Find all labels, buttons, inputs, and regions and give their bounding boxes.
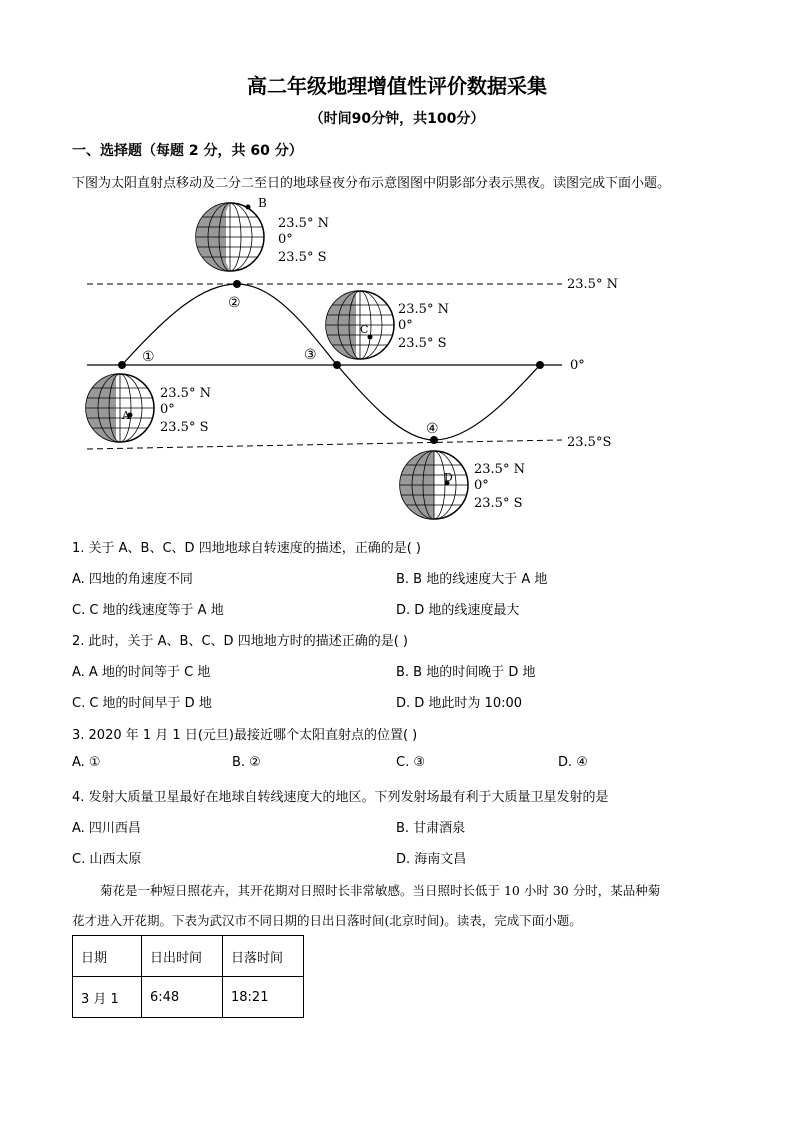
passage-2-line-1: 菊花是一种短日照花卉，其开花期对日照时长非常敏感。当日照时长低于 10 小时 30 分时，某品种菊: [100, 883, 661, 898]
svg-text:23.5° S: 23.5° S: [398, 336, 447, 351]
question-1-stem: 1. 关于 A、B、C、D 四地地球自转速度的描述，正确的是( ): [72, 541, 421, 556]
question-1-option-d[interactable]: D. D 地的线速度最大: [396, 603, 520, 618]
table-header-row: [73, 936, 304, 977]
table-cell: 18:21: [223, 977, 304, 1018]
svg-text:0°: 0°: [474, 478, 489, 493]
question-4-option-c[interactable]: C. 山西太原: [72, 852, 142, 867]
table-cell: 3 月 1: [73, 977, 142, 1018]
svg-text:23.5° N: 23.5° N: [278, 216, 329, 231]
svg-text:23.5° N: 23.5° N: [398, 302, 449, 317]
svg-text:23.5° S: 23.5° S: [474, 496, 523, 511]
question-2-option-a[interactable]: A. A 地的时间等于 C 地: [72, 665, 211, 680]
question-3-option-d[interactable]: D. ④: [558, 755, 588, 770]
question-2-option-c[interactable]: C. C 地的时间早于 D 地: [72, 696, 212, 711]
line-label-eq: 0°: [570, 358, 585, 373]
globe-a: [86, 374, 211, 442]
globe-letter-c: C: [360, 323, 369, 336]
svg-text:23.5° N: 23.5° N: [160, 386, 211, 401]
question-3-stem: 3. 2020 年 1 月 1 日(元旦)最接近哪个太阳直射点的位置( ): [72, 728, 418, 743]
svg-text:0°: 0°: [398, 318, 413, 333]
line-label-s: 23.5°S: [567, 435, 612, 450]
sun-direct-point-figure: [72, 195, 632, 520]
question-3-option-b[interactable]: B. ②: [232, 755, 261, 770]
sunrise-sunset-table: [72, 935, 304, 1018]
svg-text:0°: 0°: [278, 232, 293, 247]
globe-c: [326, 291, 449, 359]
line-label-n: 23.5° N: [567, 277, 618, 292]
globe-letter-a: A: [122, 409, 130, 422]
marker-3: ③: [304, 347, 317, 363]
table-header-cell: 日期: [73, 936, 142, 977]
svg-text:23.5° S: 23.5° S: [160, 420, 209, 435]
intro-text: 下图为太阳直射点移动及二分二至日的地球昼夜分布示意图图中阴影部分表示黑夜。读图完成下面小题。: [72, 176, 671, 191]
question-4-option-d[interactable]: D. 海南文昌: [396, 852, 467, 867]
marker-4: ④: [426, 421, 439, 437]
question-4-stem: 4. 发射大质量卫星最好在地球自转线速度大的地区。下列发射场最有利于大质量卫星发射的是: [72, 790, 609, 805]
tropic-south-line: [87, 440, 562, 449]
question-4-option-a[interactable]: A. 四川西昌: [72, 821, 141, 836]
question-1-option-a[interactable]: A. 四地的角速度不同: [72, 572, 193, 587]
table-header-cell: 日落时间: [223, 936, 304, 977]
marker-1: ①: [142, 349, 155, 365]
question-1-option-b[interactable]: B. B 地的线速度大于 A 地: [396, 572, 548, 587]
page-title: 高二年级地理增值性评价数据采集: [247, 74, 547, 98]
table-row: [73, 977, 304, 1018]
question-3-option-c[interactable]: C. ③: [396, 755, 425, 770]
globe-b: [196, 196, 329, 271]
table-header-cell: 日出时间: [142, 936, 223, 977]
globe-letter-d: D: [444, 471, 453, 484]
globe-d: [400, 451, 525, 519]
svg-text:23.5° S: 23.5° S: [278, 250, 327, 265]
question-4-option-b[interactable]: B. 甘肃酒泉: [396, 821, 466, 836]
question-2-option-d[interactable]: D. D 地此时为 10:00: [396, 696, 523, 711]
question-2-stem: 2. 此时，关于 A、B、C、D 四地地方时的描述正确的是( ): [72, 634, 408, 649]
question-1-option-c[interactable]: C. C 地的线速度等于 A 地: [72, 603, 224, 618]
passage-2-line-2: 花才进入开花期。下表为武汉市不同日期的日出日落时间(北京时间)。读表，完成下面小题。: [72, 913, 582, 928]
table-cell: 6:48: [142, 977, 223, 1018]
question-2-option-b[interactable]: B. B 地的时间晚于 D 地: [396, 665, 536, 680]
marker-2: ②: [228, 295, 241, 311]
section-heading: 一、选择题（每题 2 分，共 60 分）: [72, 143, 303, 159]
globe-letter-b: B: [258, 196, 267, 210]
question-3-option-a[interactable]: A. ①: [72, 755, 101, 770]
svg-text:23.5° N: 23.5° N: [474, 462, 525, 477]
page-subtitle: （时间90分钟，共100分）: [309, 111, 485, 127]
svg-text:0°: 0°: [160, 402, 175, 417]
